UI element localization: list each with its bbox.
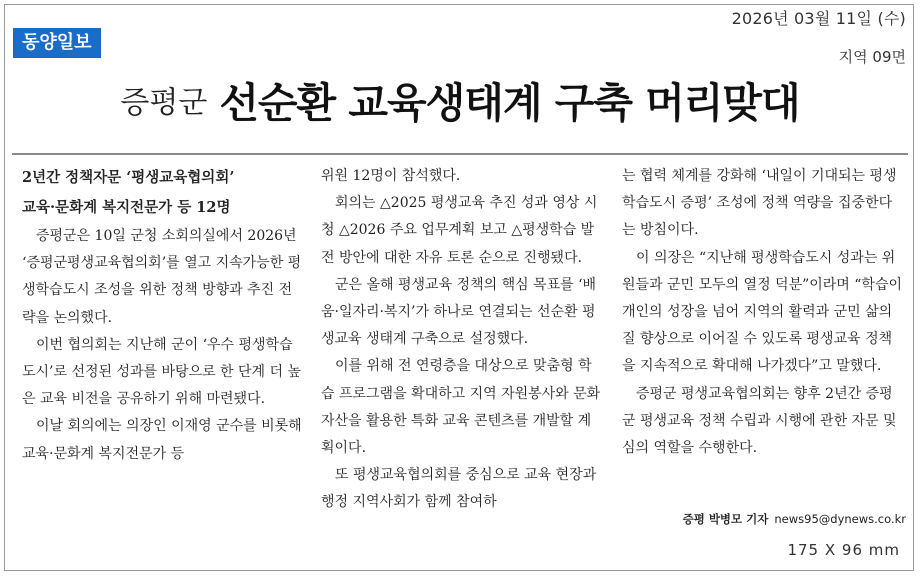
newspaper-logo: 동양일보 <box>13 28 101 58</box>
paragraph: 군은 올해 평생교육 정책의 핵심 목표를 ‘배움·일자리·복지’가 하나로 연결되는 선순환 평생교육 생태계 구축으로 설정했다. <box>321 276 597 348</box>
article-column-1 <box>22 163 302 468</box>
reporter-name: 증평 박병모 기자 <box>682 512 769 526</box>
subheadline-2: 교육·문화계 복지전문가 등 12명 <box>22 199 231 216</box>
paragraph: 이를 위해 전 연령층을 대상으로 맞춤형 학습 프로그램을 확대하고 지역 자원봉사와 문화 자산을 활용한 특화 교육 콘텐츠를 개발할 계획이다. <box>321 358 601 457</box>
headline-divider <box>12 153 908 155</box>
clipping-size: 175 X 96 mm <box>787 541 900 559</box>
paragraph: 이 의장은 “지난해 평생학습도시 성과는 위원들과 군민 모두의 열정 덕분”이라며 “학습이 개인의 성장을 넘어 지역의 활력과 군민 삶의 질 향상으로 이어질 수 있도록 평생교육 정책을 지속적으로 확대해 나가겠다”고 말했다. <box>622 249 902 375</box>
byline <box>683 511 906 527</box>
paragraph: 또 평생교육협의회를 중심으로 교육 현장과 행정 지역사회가 함께 참여하 <box>321 467 597 511</box>
headline-location: 증평군 <box>120 85 208 121</box>
page-section: 지역 09면 <box>838 48 906 66</box>
paragraph: 위원 12명이 참석했다. <box>321 168 461 184</box>
reporter-email: news95@dynews.co.kr <box>774 512 906 526</box>
publication-date: 2026년 03월 11일 (수) <box>731 9 906 28</box>
subheadline-1: 2년간 정책자문 ‘평생교육협의회’ <box>22 169 235 186</box>
paragraph: 증평군 평생교육협의회는 향후 2년간 증평군 평생교육 정책 수립과 시행에 관한 자문 및 심의 역할을 수행한다. <box>622 385 897 457</box>
headline <box>0 70 920 129</box>
headline-title: 선순환 교육생태계 구축 머리맞대 <box>219 79 800 127</box>
paragraph: 이번 협의회는 지난해 군이 ‘우수 평생학습도시’로 선정된 성과를 바탕으로 한 단계 더 높은 교육 비전을 공유하기 위해 마련됐다. <box>22 336 302 408</box>
paragraph: 이날 회의에는 의장인 이재영 군수를 비롯해 교육·문화계 복지전문가 등 <box>22 418 302 462</box>
article-column-2 <box>321 163 601 517</box>
paragraph: 회의는 △2025 평생교육 추진 성과 영상 시청 △2026 주요 업무계획 보고 △평생학습 발전 방안에 대한 자유 토론 순으로 진행됐다. <box>321 195 598 266</box>
article-column-3 <box>622 163 902 462</box>
paragraph: 는 협력 체계를 강화해 ‘내일이 기대되는 평생학습도시 증평’ 조성에 정책 역량을 집중한다는 방침이다. <box>622 168 897 239</box>
paragraph: 증평군은 10일 군청 소회의실에서 2026년 ‘증평군평생교육협의회’를 열고 지속가능한 평생학습도시 조성을 위한 정책 방향과 추진 전략을 논의했다. <box>22 228 302 326</box>
